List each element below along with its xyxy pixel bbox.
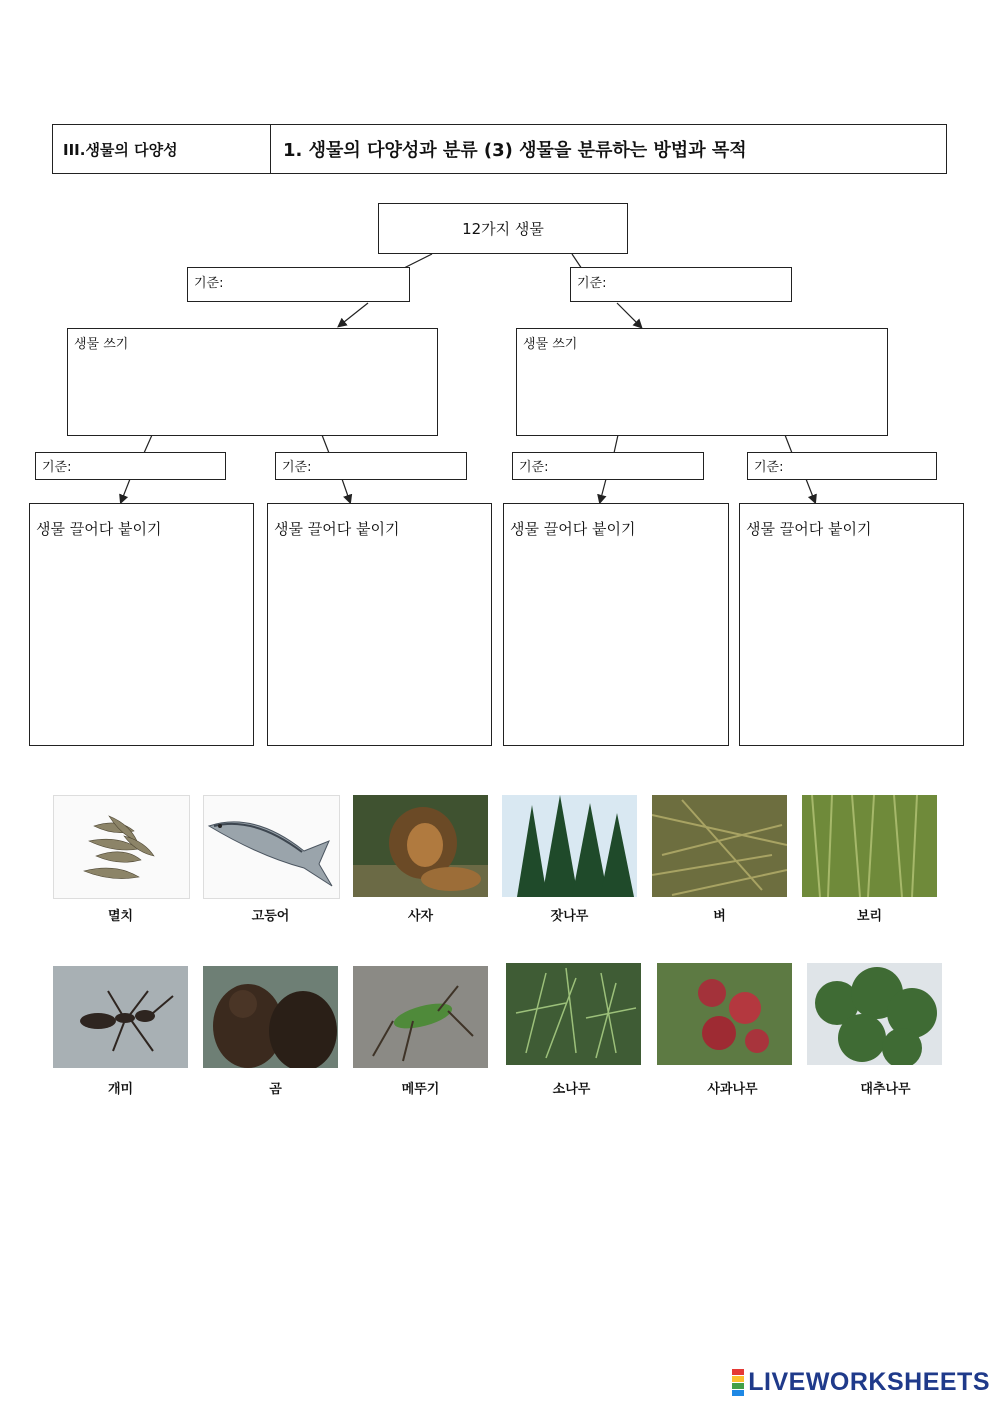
criterion-field-right[interactable]: 기준: xyxy=(570,267,792,302)
drop-zone-2[interactable]: 생물 끌어다 붙이기 xyxy=(267,503,492,746)
c4-arrow xyxy=(806,479,815,502)
organism-label-1: 멸치 xyxy=(107,909,134,924)
lesson-title: 1. 생물의 다양성과 분류 (3) 생물을 분류하는 방법과 목적 xyxy=(283,140,747,161)
drop-zone-3[interactable]: 생물 끌어다 붙이기 xyxy=(503,503,729,746)
grasshopper-photo[interactable] xyxy=(353,966,488,1068)
right-write-to-c4-line xyxy=(785,435,792,453)
organism-label-3: 사자 xyxy=(407,909,434,924)
right-arrow xyxy=(617,303,641,327)
right-write-to-c3-line xyxy=(614,435,618,453)
criterion-field-1[interactable]: 기준: xyxy=(35,452,226,480)
organism-label-4: 잣나무 xyxy=(550,909,589,924)
drop-zone-4[interactable]: 생물 끌어다 붙이기 xyxy=(739,503,964,746)
organism-label-8: 곰 xyxy=(269,1082,282,1097)
criterion-field-left[interactable]: 기준: xyxy=(187,267,410,302)
root-organisms-box: 12가지 생물 xyxy=(378,203,628,254)
criterion-field-3[interactable]: 기준: xyxy=(512,452,704,480)
c3-arrow xyxy=(600,479,606,502)
organism-label-2: 고등어 xyxy=(251,909,290,924)
unit-title: III.생물의 다양성 xyxy=(53,125,271,173)
apple-tree-photo[interactable] xyxy=(657,963,792,1065)
c2-arrow xyxy=(342,479,350,502)
organism-label-5: 벼 xyxy=(713,909,726,924)
organism-label-11: 사과나무 xyxy=(707,1082,758,1097)
left-arrow xyxy=(339,303,368,326)
organism-label-9: 메뚜기 xyxy=(401,1082,440,1097)
rice-plant-photo[interactable] xyxy=(652,795,787,897)
jujube-tree-photo[interactable] xyxy=(807,963,942,1065)
mackerel-photo[interactable] xyxy=(203,795,340,899)
korean-pine-photo[interactable] xyxy=(502,795,637,897)
organism-label-12: 대추나무 xyxy=(860,1082,911,1097)
criterion-field-4[interactable]: 기준: xyxy=(747,452,937,480)
lion-photo[interactable] xyxy=(353,795,488,897)
c1-arrow xyxy=(121,479,130,502)
organism-label-10: 소나무 xyxy=(552,1082,591,1097)
bear-photo[interactable] xyxy=(203,966,338,1068)
barley-photo[interactable] xyxy=(802,795,937,897)
left-write-to-c1-line xyxy=(144,435,152,453)
ant-photo[interactable] xyxy=(53,966,188,1068)
anchovy-photo[interactable] xyxy=(53,795,190,899)
brand-name: LIVEWORKSHEETS xyxy=(748,1368,990,1396)
left-write-to-c2-line xyxy=(322,435,329,453)
liveworksheets-logo-icon xyxy=(732,1369,744,1396)
organism-label-7: 개미 xyxy=(107,1082,134,1097)
liveworksheets-logo xyxy=(732,1368,990,1397)
pine-tree-photo[interactable] xyxy=(506,963,641,1065)
organism-label-6: 보리 xyxy=(856,909,883,924)
write-organisms-left[interactable]: 생물 쓰기 xyxy=(67,328,438,436)
drop-zone-1[interactable]: 생물 끌어다 붙이기 xyxy=(29,503,254,746)
criterion-field-2[interactable]: 기준: xyxy=(275,452,467,480)
write-organisms-right[interactable]: 생물 쓰기 xyxy=(516,328,888,436)
